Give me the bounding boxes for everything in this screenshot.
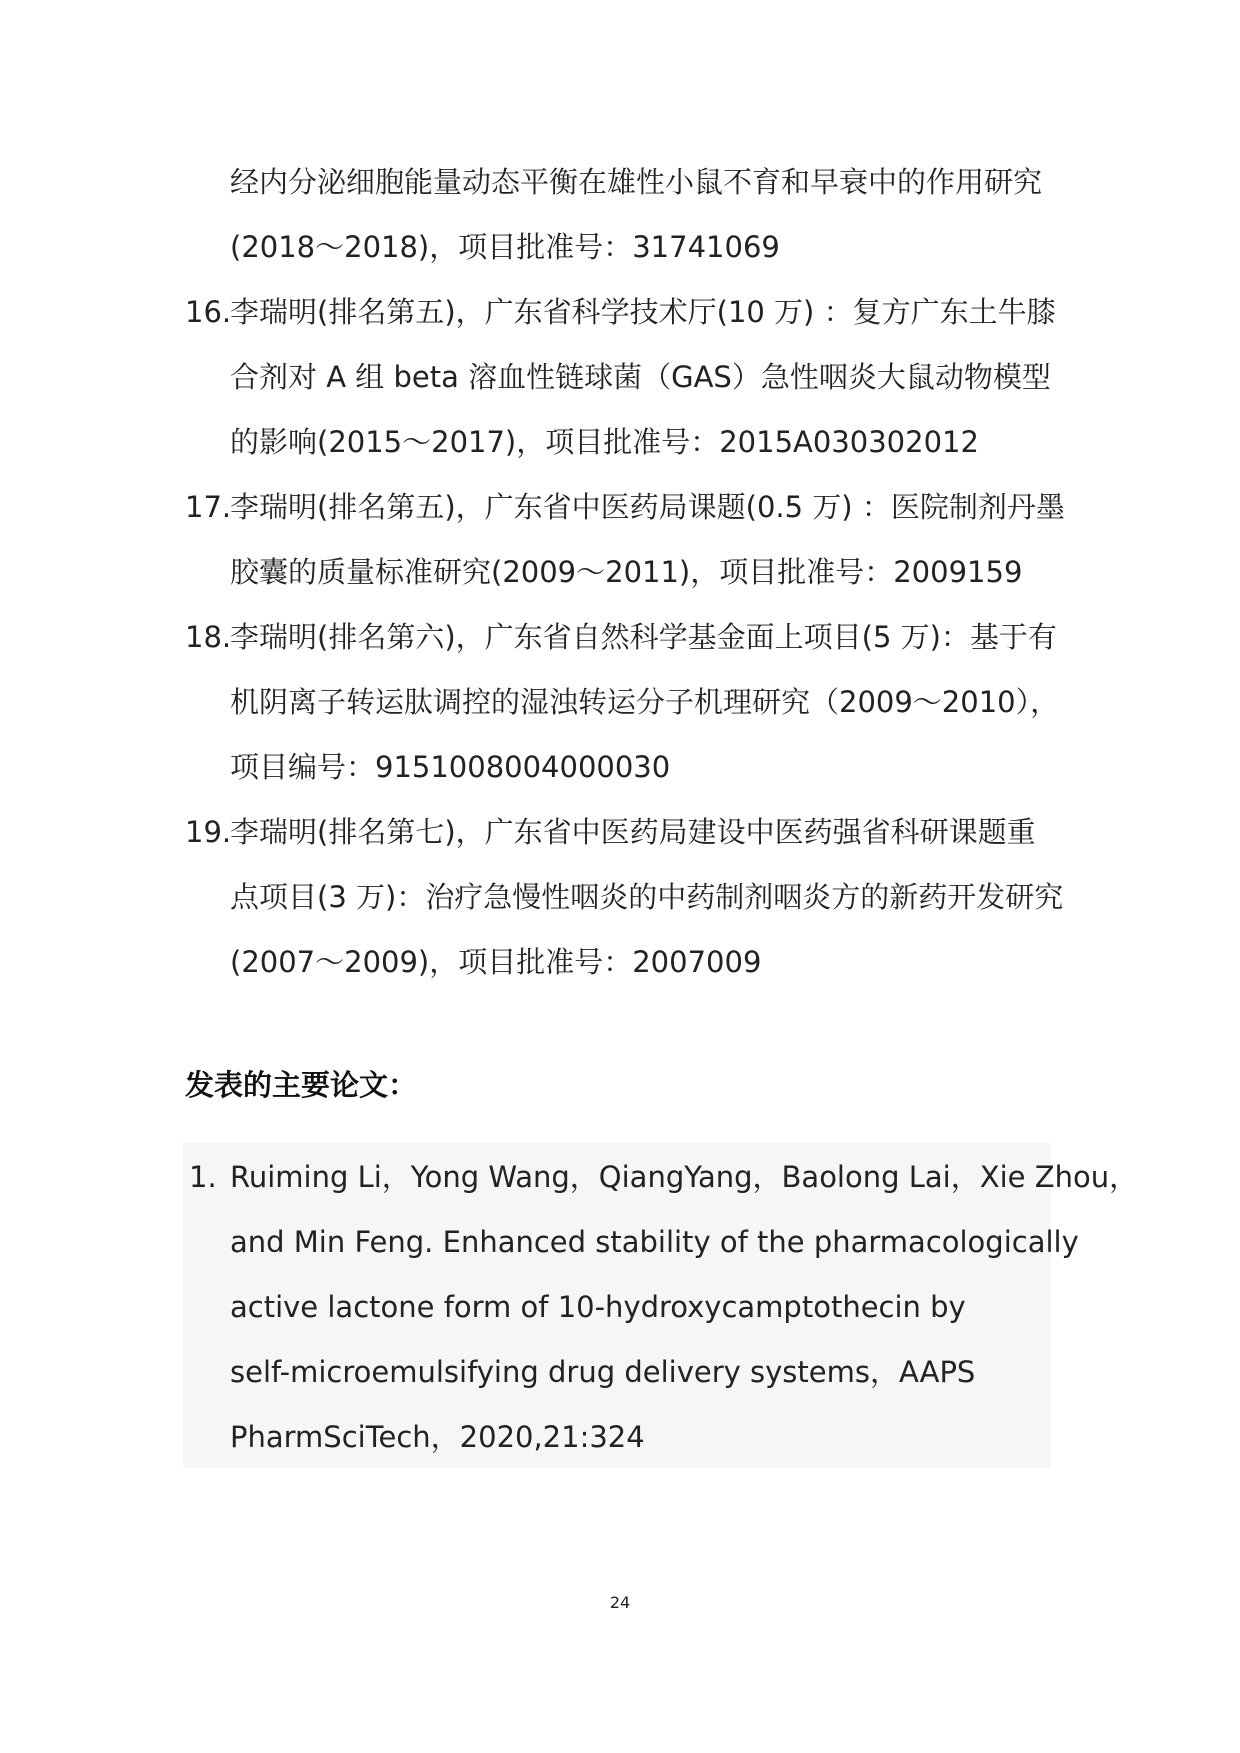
project-line: 李瑞明(排名第六)，广东省自然科学基金面上项目(5 万)：基于有 — [230, 620, 1057, 654]
page-number: 24 — [609, 1593, 631, 1612]
project-line: 项目编号：9151008004000030 — [230, 750, 671, 784]
project-line: 李瑞明(排名第五)，广东省科学技术厅(10 万) ：复方广东土牛膝 — [230, 295, 1056, 329]
project-line: 合剂对 A 组 beta 溶血性链球菌（GAS）急性咽炎大鼠动物模型 — [230, 360, 1051, 394]
project-line: 点项目(3 万)：治疗急慢性咽炎的中药制剂咽炎方的新药开发研究 — [230, 880, 1064, 914]
project-line: 胶囊的质量标准研究(2009～2011)，项目批准号：2009159 — [230, 555, 1023, 589]
continuation-line: 经内分泌细胞能量动态平衡在雄性小鼠不育和早衰中的作用研究 — [230, 165, 1043, 199]
paper-line: self-microemulsifying drug delivery systems，AAPS — [230, 1355, 976, 1389]
project-number: 18. — [185, 620, 232, 654]
paper-line: active lactone form of 10-hydroxycamptothecin by — [230, 1290, 966, 1324]
paper-line: and Min Feng. Enhanced stability of the pharmacologically — [230, 1225, 1079, 1259]
paper-line: Ruiming Li，Yong Wang，QiangYang，Baolong Lai，Xie Zhou， — [230, 1160, 1139, 1194]
project-number: 16. — [185, 295, 232, 329]
project-line: (2007～2009)，项目批准号：2007009 — [230, 945, 762, 979]
project-number: 17. — [185, 490, 232, 524]
project-number: 19. — [185, 815, 232, 849]
section-heading: 发表的主要论文： — [185, 1068, 418, 1102]
project-line: 李瑞明(排名第五)，广东省中医药局课题(0.5 万) ：医院制剂丹墨 — [230, 490, 1065, 524]
project-line: 机阴离子转运肽调控的湿浊转运分子机理研究（2009～2010）， — [230, 685, 1060, 719]
paper-line: PharmSciTech，2020,21:324 — [230, 1420, 645, 1454]
project-line: 的影响(2015～2017)，项目批准号：2015A030302012 — [230, 425, 979, 459]
paper-number: 1. — [189, 1160, 217, 1194]
project-line: 李瑞明(排名第七)，广东省中医药局建设中医药强省科研课题重 — [230, 815, 1036, 849]
continuation-line: (2018～2018)，项目批准号：31741069 — [230, 230, 780, 264]
